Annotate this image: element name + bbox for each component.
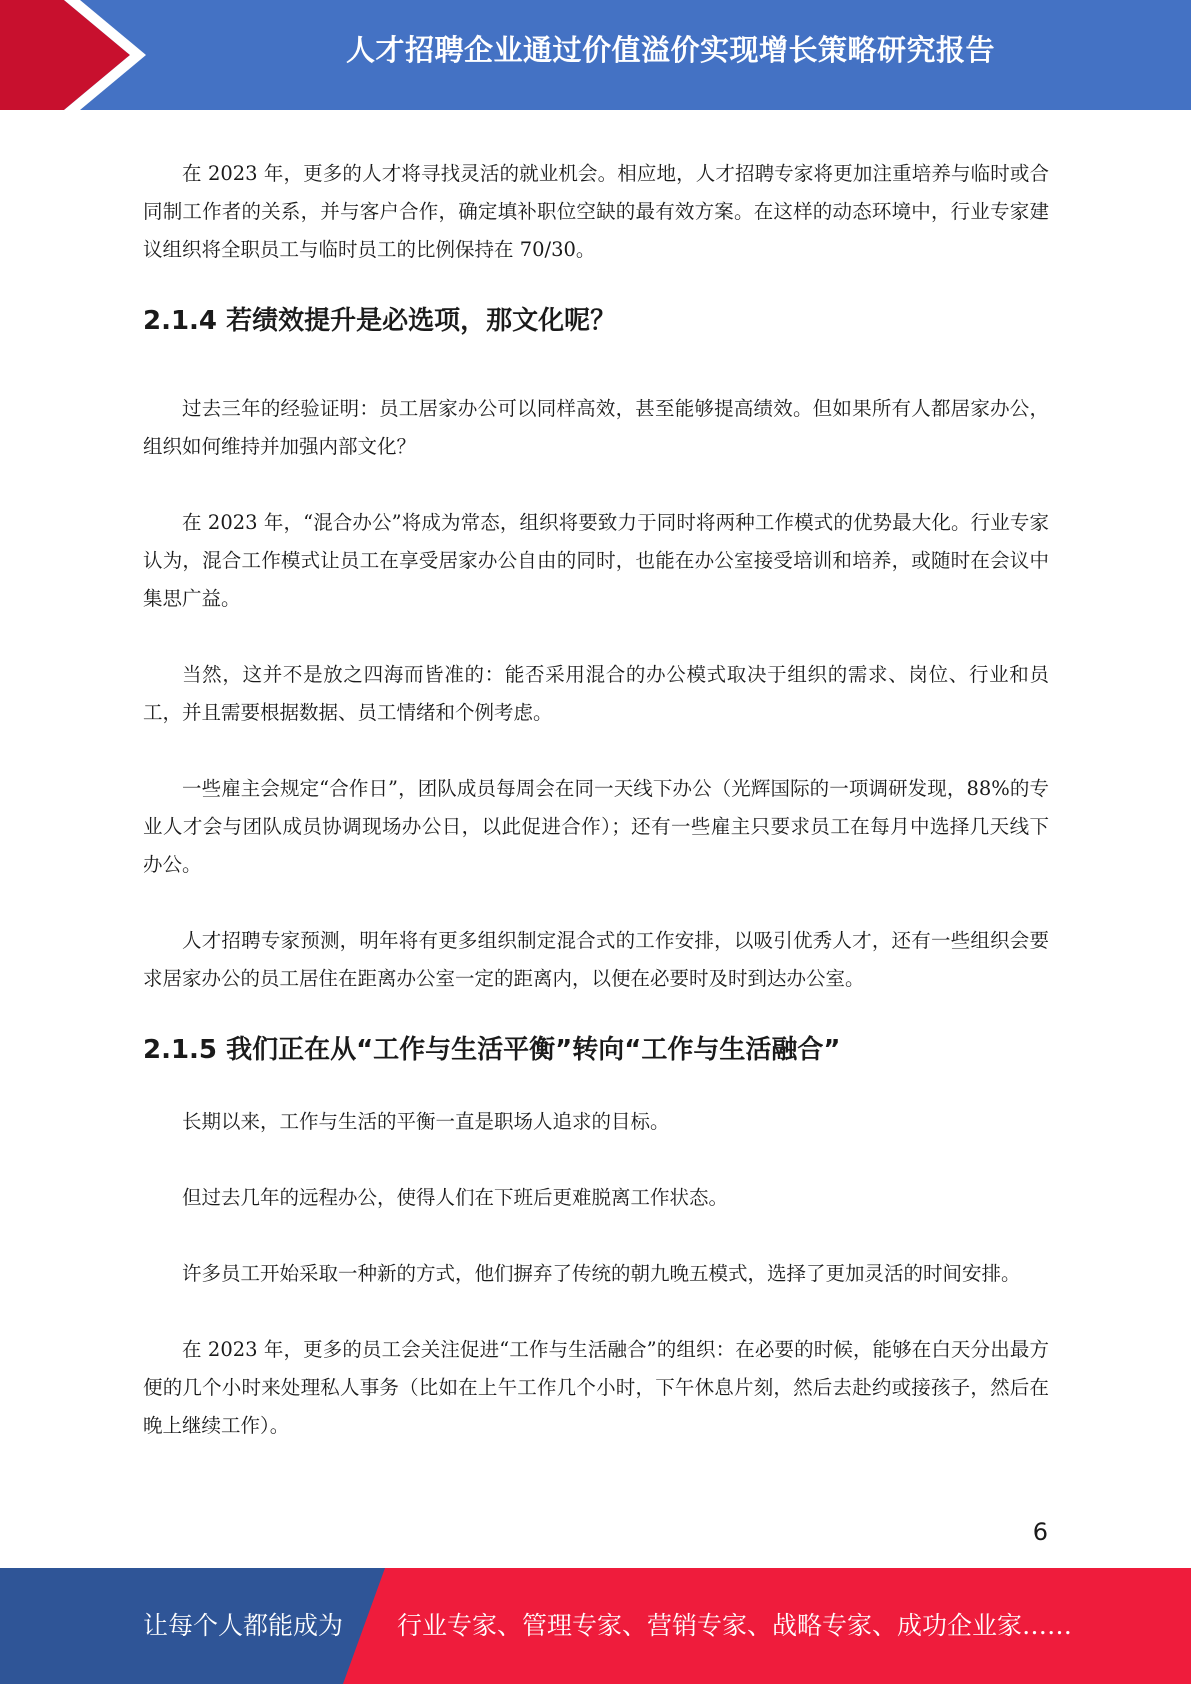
paragraph: 在 2023 年，“混合办公”将成为常态，组织将要致力于同时将两种工作模式的优势最大化。行业专家认为，混合工作模式让员工在享受居家办公自由的同时，也能在办公室接受培训和培养，或随时在会议中集思广益。 [143, 511, 1049, 610]
section-heading-2-1-4: 2.1.4 若绩效提升是必选项，那文化呢？ [143, 306, 617, 336]
paragraph: 当然，这并不是放之四海而皆准的：能否采用混合的办公模式取决于组织的需求、岗位、行业和员工，并且需要根据数据、员工情绪和个例考虑。 [143, 663, 1049, 724]
paragraph: 在 2023 年，更多的员工会关注促进“工作与生活融合”的组织：在必要的时候，能够在白天分出最方便的几个小时来处理私人事务（比如在上午工作几个小时，下午休息片刻，然后去赴约或接孩子，然后在晚上继续工作）。 [143, 1338, 1049, 1437]
section-heading-2-1-5: 2.1.5 我们正在从“工作与生活平衡”转向“工作与生活融合” [143, 1035, 841, 1065]
paragraph: 在 2023 年，更多的人才将寻找灵活的就业机会。相应地，人才招聘专家将更加注重培养与临时或合同制工作者的关系，并与客户合作，确定填补职位空缺的最有效方案。在这样的动态环境中，行业专家建议组织将全职员工与临时员工的比例保持在 70/30。 [143, 162, 1049, 261]
paragraph: 但过去几年的远程办公，使得人们在下班后更难脱离工作状态。 [182, 1186, 729, 1209]
paragraph: 许多员工开始采取一种新的方式，他们摒弃了传统的朝九晚五模式，选择了更加灵活的时间安排。 [182, 1262, 1021, 1285]
footer-slogan-left: 让每个人都能成为 [143, 1611, 344, 1640]
paragraph: 长期以来，工作与生活的平衡一直是职场人追求的目标。 [182, 1110, 670, 1133]
page-footer [0, 1568, 1191, 1684]
page-header [0, 0, 1191, 110]
paragraph: 一些雇主会规定“合作日”，团队成员每周会在同一天线下办公（光辉国际的一项调研发现，88%的专业人才会与团队成员协调现场办公日，以此促进合作）；还有一些雇主只要求员工在每月中选择几天线下办公。 [143, 777, 1049, 876]
page-number: 6 [1032, 1518, 1048, 1546]
report-title: 人才招聘企业通过价值溢价实现增长策略研究报告 [345, 33, 995, 67]
header-arrow-decoration [0, 0, 160, 110]
page-content [143, 155, 1049, 1445]
footer-slogan-right: 行业专家、管理专家、营销专家、战略专家、成功企业家…… [397, 1611, 1073, 1640]
paragraph: 过去三年的经验证明：员工居家办公可以同样高效，甚至能够提高绩效。但如果所有人都居家办公，组织如何维持并加强内部文化？ [143, 397, 1049, 458]
paragraph: 人才招聘专家预测，明年将有更多组织制定混合式的工作安排，以吸引优秀人才，还有一些组织会要求居家办公的员工居住在距离办公室一定的距离内，以便在必要时及时到达办公室。 [143, 929, 1049, 990]
